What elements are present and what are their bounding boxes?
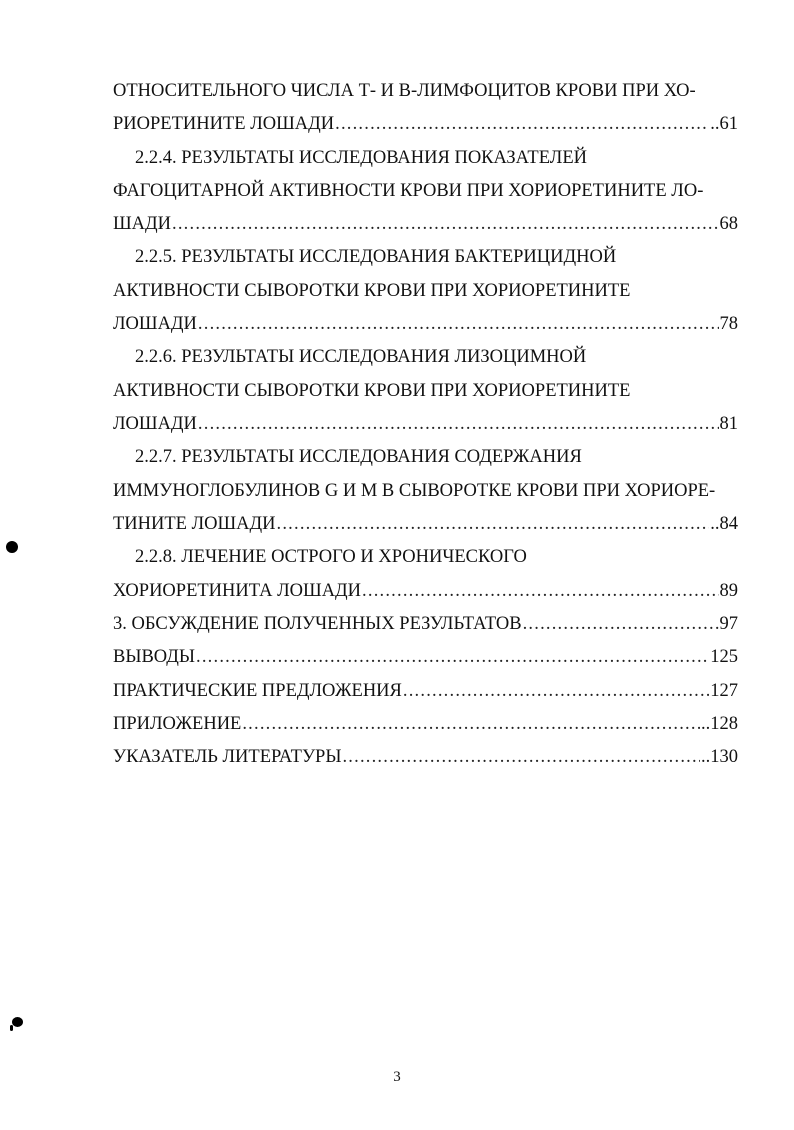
toc-entry-appendix-leader: [113, 713, 738, 735]
toc-dot-leader: [242, 713, 700, 735]
toc-entry-227-line1: 2.2.7. РЕЗУЛЬТАТЫ ИССЛЕДОВАНИЯ СОДЕРЖАНИЯ: [135, 447, 582, 467]
toc-entry-225-leader: [113, 313, 738, 335]
toc-entry-228-leader: [113, 580, 738, 602]
toc-entry-practical-leader: [113, 680, 738, 702]
toc-dot-leader: [198, 413, 719, 435]
toc-entry-conclusions-page: 125: [710, 647, 738, 667]
toc-entry-conclusions-title: ВЫВОДЫ: [113, 647, 196, 667]
toc-entry-224-line1: 2.2.4. РЕЗУЛЬТАТЫ ИССЛЕДОВАНИЯ ПОКАЗАТЕЛЕЙ: [135, 148, 587, 168]
toc-entry-224-line3: ШАДИ: [113, 214, 172, 234]
toc-entry-225-page: 78: [719, 314, 738, 334]
toc-entry-literature-leader: [113, 746, 738, 768]
toc-entry-226-page: 81: [719, 414, 738, 434]
toc-entry-226-line3: ЛОШАДИ: [113, 414, 197, 434]
toc-entry-225-line2: АКТИВНОСТИ СЫВОРОТКИ КРОВИ ПРИ ХОРИОРЕТИНИТЕ: [113, 281, 631, 301]
toc-entry-conclusions-leader: [113, 646, 738, 668]
toc-dot-leader: [523, 613, 719, 635]
toc-dot-leader: [362, 580, 718, 602]
toc-entry-3-page: 97: [719, 614, 738, 634]
toc-entry-practical-title: ПРАКТИЧЕСКИЕ ПРЕДЛОЖЕНИЯ: [113, 681, 402, 701]
toc-entry-225-line1: 2.2.5. РЕЗУЛЬТАТЫ ИССЛЕДОВАНИЯ БАКТЕРИЦИДНОЙ: [135, 247, 617, 267]
toc-entry-3-leader: [113, 613, 738, 635]
toc-entry-228-page: 89: [719, 581, 738, 601]
toc-entry-221-page: ..61: [710, 114, 738, 134]
toc-dot-leader: [403, 680, 709, 702]
toc-entry-228-line1: 2.2.8. ЛЕЧЕНИЕ ОСТРОГО И ХРОНИЧЕСКОГО: [135, 547, 527, 567]
toc-entry-literature-title: УКАЗАТЕЛЬ ЛИТЕРАТУРЫ: [113, 747, 342, 767]
toc-entry-224-line2: ФАГОЦИТАРНОЙ АКТИВНОСТИ КРОВИ ПРИ ХОРИОРЕТИНИТЕ ЛО-: [113, 181, 704, 201]
toc-entry-227-page: ..84: [710, 514, 738, 534]
toc-entry-3-title: 3. ОБСУЖДЕНИЕ ПОЛУЧЕННЫХ РЕЗУЛЬТАТОВ: [113, 614, 522, 634]
toc-entry-221-leader: [113, 113, 738, 135]
toc-entry-practical-page: 127: [710, 681, 738, 701]
toc-entry-226-leader: [113, 413, 738, 435]
toc-dot-leader: [198, 313, 719, 335]
toc-dot-leader: [342, 746, 700, 768]
toc-entry-225-line3: ЛОШАДИ: [113, 314, 197, 334]
toc-entry-appendix-page: ..128: [701, 714, 738, 734]
toc-dot-leader: [172, 213, 718, 235]
toc-entry-228-line2: ХОРИОРЕТИНИТА ЛОШАДИ: [113, 581, 362, 601]
toc-entry-221-line1: ОТНОСИТЕЛЬНОГО ЧИСЛА Т- И В-ЛИМФОЦИТОВ КРОВИ ПРИ ХО-: [113, 81, 696, 101]
toc-entry-227-leader: [113, 513, 738, 535]
scan-blot: [10, 1025, 13, 1031]
toc-entry-227-line3: ТИНИТЕ ЛОШАДИ: [113, 514, 276, 534]
toc-entry-227-line2: ИММУНОГЛОБУЛИНОВ G И М В СЫВОРОТКЕ КРОВИ ПРИ ХОРИОРЕ-: [113, 481, 716, 501]
toc-entry-226-line1: 2.2.6. РЕЗУЛЬТАТЫ ИССЛЕДОВАНИЯ ЛИЗОЦИМНОЙ: [135, 347, 587, 367]
scan-blot: [12, 1017, 23, 1027]
page-number: 3: [393, 1069, 401, 1085]
toc-entry-224-page: 68: [719, 214, 738, 234]
toc-entry-226-line2: АКТИВНОСТИ СЫВОРОТКИ КРОВИ ПРИ ХОРИОРЕТИНИТЕ: [113, 381, 631, 401]
toc-dot-leader: [335, 113, 709, 135]
toc-entry-literature-page: ..130: [701, 747, 738, 767]
toc-entry-221-line2: РИОРЕТИНИТЕ ЛОШАДИ: [113, 114, 335, 134]
scan-blot: [6, 541, 18, 553]
toc-entry-appendix-title: ПРИЛОЖЕНИЕ: [113, 714, 242, 734]
toc-dot-leader: [277, 513, 710, 535]
toc-dot-leader: [196, 646, 709, 668]
toc-entry-224-leader: [113, 213, 738, 235]
